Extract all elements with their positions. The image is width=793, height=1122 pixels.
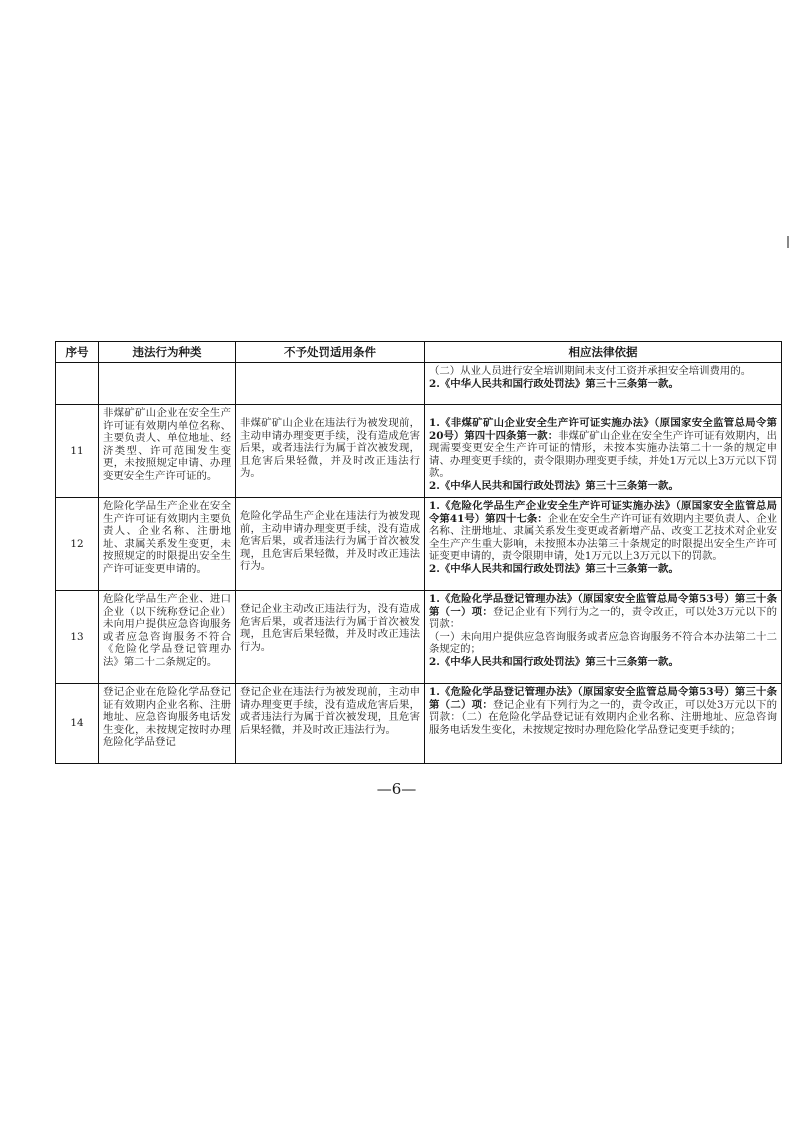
basis-citation: 1.《危险化学品登记管理办法》（原国家安全监管总局令第53号）第三十条第（二）项： [429,686,777,711]
table-header-row [56,342,782,363]
row-violation [99,363,236,405]
basis-paragraph: （二）从业人员进行安全培训期间未支付工资并承担安全培训费用的。 [429,365,752,377]
row-legal-basis [425,363,782,405]
row-index [56,363,99,405]
row-condition: 危险化学品生产企业在违法行为被发现前，主动申请办理变更手续，没有造成危害后果，或者违法行为属于首次被发现，且危害后果轻微，并及时改正违法行为。 [236,498,425,591]
edge-mark [787,236,789,248]
row-violation: 登记企业在危险化学品登记证有效期内企业名称、注册地址、应急咨询服务电话发生变化，未按规定按时办理危险化学品登记 [99,684,236,764]
basis-text: 非煤矿矿山企业在安全生产许可证有效期内，出现需要变更安全生产许可证的情形，未按本实施办法第二十一条的规定申请、办理变更手续的，责令限期办理变更手续，并处1万元以上3万元以下罚款。 [429,429,778,480]
row-legal-basis [425,498,782,591]
basis-citation: 1.《危险化学品登记管理办法》（原国家安全监管总局令第53号）第三十条第（一）项： [429,593,777,618]
row-legal-basis [425,684,782,764]
row-index: 13 [56,591,99,684]
table-row [56,498,782,591]
page-number: —6— [376,780,417,798]
header-legal-basis: 相应法律依据 [425,342,782,363]
basis-paragraph: （一）未向用户提供应急咨询服务或者应急咨询服务不符合本办法第二十二条规定的； [429,630,777,656]
row-index: 12 [56,498,99,591]
row-index: 11 [56,405,99,498]
basis-paragraph: 2.《中华人民共和国行政处罚法》第三十三条第一款。 [429,562,679,575]
header-condition: 不予处罚适用条件 [236,342,425,363]
table-row [56,363,782,405]
basis-text: 企业在安全生产许可证有效期内主要负责人、企业名称、注册地址、隶属关系发生变更或者新增产品、改变工艺技术对企业安全生产产生重大影响，未按照本办法第三十条规定的时限提出安全生产许可证变更申请的，责令限期申请，处1万元以上3万元以下的罚款。 [429,512,778,563]
header-index: 序号 [56,342,99,363]
basis-paragraph: 2.《中华人民共和国行政处罚法》第三十三条第一款。 [429,655,679,668]
penalty-exemption-table [55,341,782,764]
row-condition: 登记企业在违法行为被发现前，主动申请办理变更手续，没有造成危害后果，或者违法行为属于首次被发现，且危害后果轻微，并及时改正违法行为。 [236,684,425,764]
row-legal-basis [425,591,782,684]
row-condition: 非煤矿矿山企业在违法行为被发现前，主动申请办理变更手续，没有造成危害后果，或者违法行为属于首次被发现，且危害后果轻微，并及时改正违法行为。 [236,405,425,498]
row-condition: 登记企业主动改正违法行为，没有造成危害后果，或者违法行为属于首次被发现，且危害后果轻微，并及时改正违法行为。 [236,591,425,684]
table-row [56,684,782,764]
table-row [56,591,782,684]
row-violation: 危险化学品生产企业在安全生产许可证有效期内主要负责人、企业名称、注册地址、隶属关系发生变更，未按照规定的时限提出安全生产许可证变更申请的。 [99,498,236,591]
row-condition [236,363,425,405]
table-row [56,405,782,498]
basis-text: 登记企业有下列行为之一的，责令改正，可以处3万元以下的罚款： [429,605,778,631]
basis-paragraph: 2.《中华人民共和国行政处罚法》第三十三条第一款。 [429,479,679,492]
basis-citation: 1.《危险化学品生产企业安全生产许可证实施办法》（原国家安全监管总局令第41号）第四十七条： [429,500,777,525]
basis-citation: 1.《非煤矿矿山企业安全生产许可证实施办法》（原国家安全监管总局令第20号）第四十四条第一款： [429,417,777,442]
basis-paragraph: 2.《中华人民共和国行政处罚法》第三十三条第一款。 [429,377,679,390]
row-violation: 危险化学品生产企业、进口企业（以下统称登记企业）未向用户提供应急咨询服务或者应急咨询服务不符合《危险化学品登记管理办法》第二十二条规定的。 [99,591,236,684]
row-violation: 非煤矿矿山企业在安全生产许可证有效期内单位名称、主要负责人、单位地址、经济类型、许可范围发生变更，未按照规定申请、办理变更安全生产许可证的。 [99,405,236,498]
row-legal-basis [425,405,782,498]
header-violation: 违法行为种类 [99,342,236,363]
basis-text: 登记企业有下列行为之一的，责令改正，可以处3万元以下的罚款：（二）在危险化学品登记证有效期内企业名称、注册地址、应急咨询服务电话发生变化，未按规定按时办理危险化学品登记变更手续的； [429,698,778,736]
row-index: 14 [56,684,99,764]
